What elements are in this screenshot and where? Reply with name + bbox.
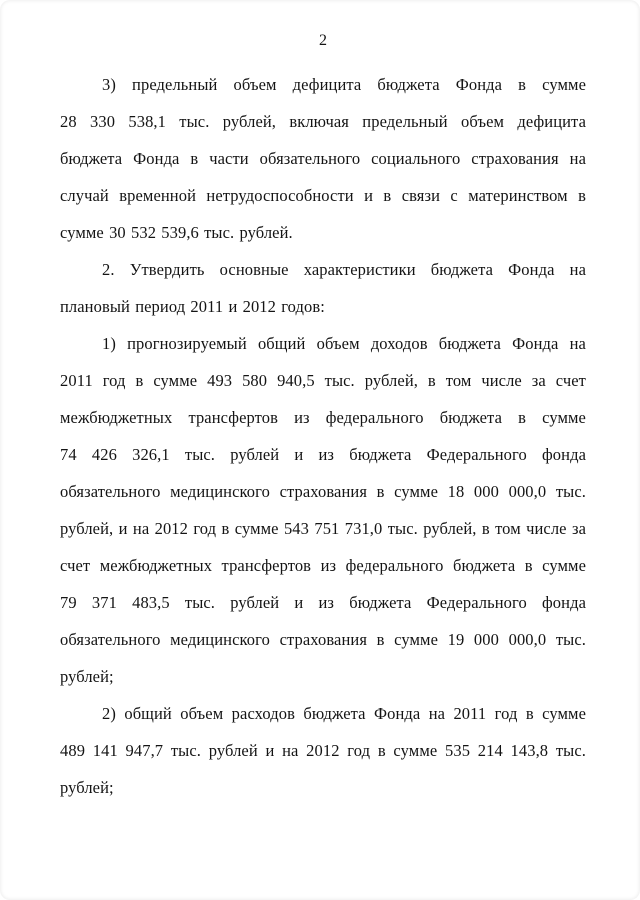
paragraph-total-expenses: 2) общий объем расходов бюджета Фонда на 2011 год в сумме 489 141 947,7 тыс. рублей и на 2012 год в сумме 535 214 143,8 тыс. рублей; bbox=[60, 704, 586, 797]
paragraph-projected-income: 1) прогнозируемый общий объем доходов бюджета Фонда на 2011 год в сумме 493 580 940,5 тыс. рублей, в том числе за счет межбюджетных трансфертов из федерального бюджета в сумме 74 426 326,1 тыс. рублей и из бюджета Федерального фонда обязательного медицинского страхования в сумме 18 000 000,0 тыс. рублей, и на 2012 год в сумме 543 751 731,0 тыс. рублей, в том числе за счет межбюджетных трансфертов из федерального бюджета в сумме 79 371 483,5 тыс. рублей и из бюджета Федерального фонда обязательного медицинского страхования в сумме 19 000 000,0 тыс. рублей; bbox=[60, 334, 586, 686]
paragraph-approve-characteristics: 2. Утвердить основные характеристики бюджета Фонда на плановый период 2011 и 2012 годов: bbox=[60, 260, 586, 316]
page-number: 2 bbox=[319, 32, 327, 49]
paragraph-deficit-limit: 3) предельный объем дефицита бюджета Фонда в сумме 28 330 538,1 тыс. рублей, включая предельный объем дефицита бюджета Фонда в части обязательного социального страхования на случай временной нетрудоспособности и в связи с материнством в сумме 30 532 539,6 тыс. рублей. bbox=[60, 75, 586, 242]
